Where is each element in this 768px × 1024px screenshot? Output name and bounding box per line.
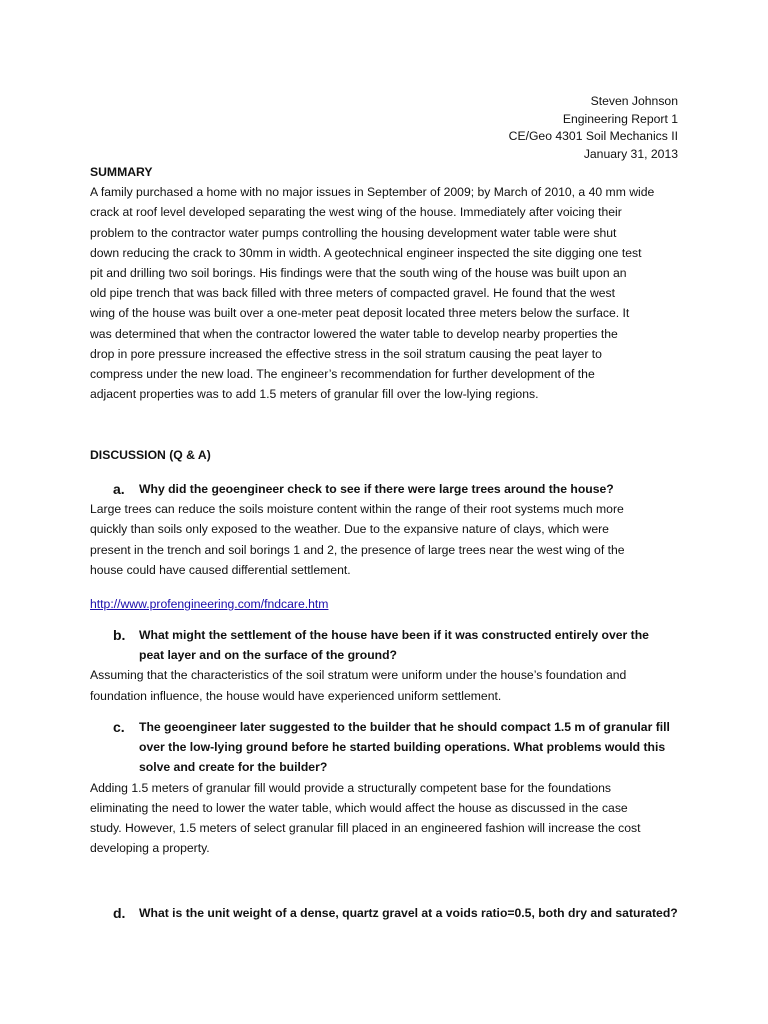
reference-link[interactable]: http://www.profengineering.com/fndcare.htm (90, 597, 329, 611)
summary-line: wing of the house was built over a one-meter peat deposit located three meters below the surface. It (90, 306, 630, 321)
question-letter: d. (113, 905, 126, 921)
discussion-heading: DISCUSSION (Q & A) (90, 448, 211, 462)
summary-line: pit and drilling two soil borings. His findings were that the south wing of the house was built upon an (90, 266, 627, 281)
summary-heading: SUMMARY (90, 165, 153, 179)
author-name: Steven Johnson (590, 94, 678, 108)
question-line: The geoengineer later suggested to the builder that he should compact 1.5 m of granular fill (139, 720, 670, 734)
question-b (90, 625, 680, 665)
course-name: CE/Geo 4301 Soil Mechanics II (508, 129, 678, 143)
answer-line: study. However, 1.5 meters of select granular fill placed in an engineered fashion will increase the cost (90, 821, 641, 836)
answer-line: developing a property. (90, 841, 210, 856)
question-line: Why did the geoengineer check to see if there were large trees around the house? (139, 482, 614, 496)
summary-line: compress under the new load. The engineer’s recommendation for further development of the (90, 367, 595, 382)
summary-line: was determined that when the contractor lowered the water table to develop nearby properties the (90, 326, 618, 341)
reference-link-block (90, 594, 680, 614)
qa-item-a (90, 479, 680, 580)
report-title: Engineering Report 1 (562, 111, 678, 126)
question-line: solve and create for the builder? (139, 760, 328, 775)
answer-line: Adding 1.5 meters of granular fill would provide a structurally competent base for the foundations (90, 780, 611, 795)
qa-item-d (90, 903, 680, 923)
summary-line: drop in pore pressure increased the effective stress in the soil stratum causing the peat layer to (90, 346, 602, 361)
report-header (509, 93, 678, 163)
question-line: What is the unit weight of a dense, quartz gravel at a voids ratio=0.5, both dry and saturated? (139, 906, 678, 920)
summary-line: old pipe trench that was back filled with three meters of compacted gravel. He found that the west (90, 286, 616, 301)
answer-line: eliminating the need to lower the water table, which would affect the house as discussed in the case (90, 800, 628, 815)
summary-section (90, 162, 680, 404)
question-letter: b. (113, 627, 126, 643)
question-line: peat layer and on the surface of the ground? (139, 648, 398, 663)
question-c (90, 717, 680, 778)
summary-line: adjacent properties was to add 1.5 meters of granular fill over the low-lying regions. (90, 387, 539, 402)
report-date: January 31, 2013 (583, 146, 678, 161)
summary-line: problem to the contractor water pumps controlling the housing development water table were shut (90, 225, 617, 240)
question-line: What might the settlement of the house have been if it was constructed entirely over the (139, 628, 649, 642)
answer-line: Large trees can reduce the soils moisture content within the range of their root systems much more (90, 502, 624, 517)
discussion-heading-block (90, 445, 680, 465)
question-a (90, 479, 680, 499)
summary-line: crack at roof level developed separating the west wing of the house. Immediately after voicing their (90, 205, 622, 220)
answer-line: present in the trench and soil borings 1 and 2, the presence of large trees near the west wing of the (90, 542, 625, 557)
answer-line: house could have caused differential settlement. (90, 562, 351, 577)
answer-line: quickly than soils only exposed to the weather. Due to the expansive nature of clays, which were (90, 522, 609, 537)
question-d (90, 903, 680, 923)
summary-line: A family purchased a home with no major issues in September of 2009; by March of 2010, a 40 mm wide (90, 185, 655, 200)
summary-line: down reducing the crack to 30mm in width. A geotechnical engineer inspected the site digging one test (90, 245, 642, 260)
qa-item-c (90, 717, 680, 858)
answer-line: foundation influence, the house would have experienced uniform settlement. (90, 688, 502, 703)
question-letter: a. (113, 481, 125, 497)
question-line: over the low-lying ground before he started building operations. What problems would this (139, 740, 666, 755)
answer-line: Assuming that the characteristics of the soil stratum were uniform under the house’s foundation and (90, 668, 627, 683)
qa-item-b (90, 625, 680, 706)
question-letter: c. (113, 719, 125, 735)
